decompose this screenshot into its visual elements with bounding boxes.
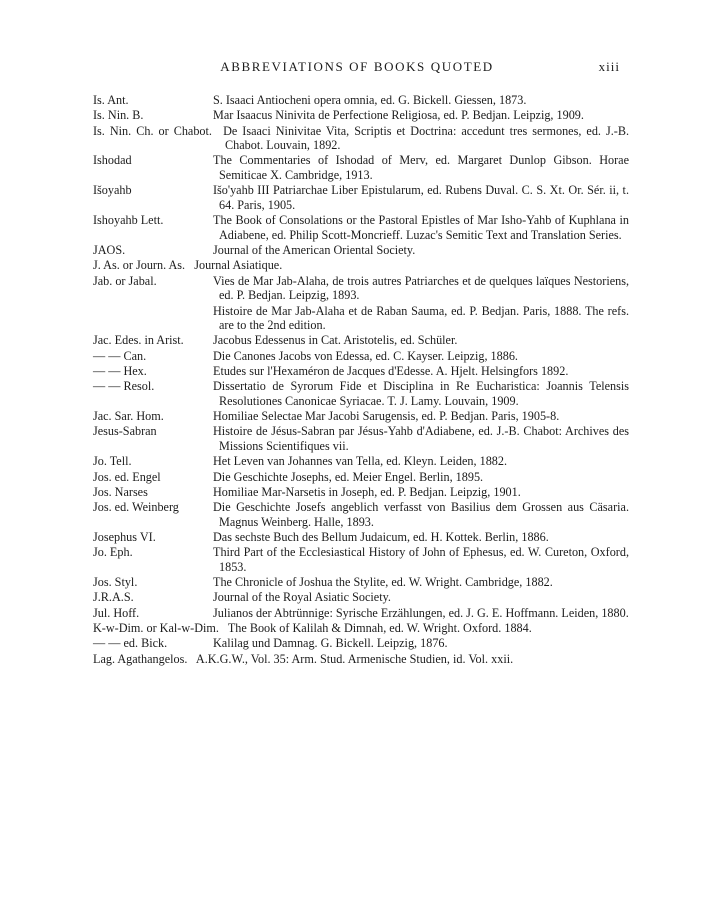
abbreviation-entry — [93, 183, 629, 212]
abbreviation-entry — [93, 108, 629, 123]
abbreviation-entry — [93, 621, 629, 636]
entry-description: Julianos der Abtrünnige: Syrische Erzählungen, ed. J. G. E. Hoffmann. Leiden, 1880. — [213, 605, 629, 620]
entry-description: Journal of the American Oriental Society. — [213, 243, 416, 258]
entry-abbreviation: Josephus VI. — [93, 529, 156, 544]
entry-abbreviation: J.R.A.S. — [93, 590, 134, 605]
entry-description: The Chronicle of Joshua the Stylite, ed. W. Wright. Cambridge, 1882. — [213, 575, 553, 590]
entry-abbreviation: Jul. Hoff. — [93, 605, 140, 620]
entry-abbreviation: Jab. or Jabal. — [93, 273, 157, 288]
abbreviation-entry — [93, 258, 629, 273]
abbreviation-entry — [93, 470, 629, 485]
abbreviation-list — [93, 93, 629, 667]
entry-abbreviation: Is. Nin. B. — [93, 108, 144, 123]
entry-abbreviation: Išoyahb — [93, 183, 132, 198]
entry-abbreviation: Is. Ant. — [93, 93, 129, 107]
entry-abbreviation: — — Can. — [93, 348, 147, 363]
entry-description: A.K.G.W., Vol. 35: Arm. Stud. Armenische Studien, id. Vol. xxii. — [195, 651, 514, 666]
page-number: xiii — [598, 59, 620, 74]
entry-abbreviation: JAOS. — [93, 243, 126, 258]
abbreviation-entry — [93, 213, 629, 242]
entry-abbreviation: Ishoyahb Lett. — [93, 213, 164, 228]
abbreviation-entry — [93, 636, 629, 651]
entry-abbreviation: Ishodad — [93, 153, 132, 168]
entry-description: Journal of the Royal Asiatic Society. — [213, 590, 391, 605]
entry-description: S. Isaaci Antiocheni opera omnia, ed. G. Bickell. Giessen, 1873. — [213, 93, 527, 107]
abbreviation-entry — [93, 333, 629, 348]
entry-abbreviation: — — ed. Bick. — [93, 636, 168, 651]
entry-abbreviation: Jac. Sar. Hom. — [93, 409, 164, 424]
entry-abbreviation: Jesus-Sabran — [93, 424, 157, 439]
entry-description: Dissertatio de Syrorum Fide et Disciplina in Re Eucharistica: Joannis Telensis Resolutiones Canonicae Syriacae. T. J. Lamy. Louvain, 1909. — [213, 379, 629, 408]
entry-abbreviation: — — Hex. — [93, 363, 147, 378]
entry-abbreviation: Jos. ed. Engel — [93, 469, 161, 484]
abbreviation-entry — [93, 454, 629, 469]
entry-description: Die Geschichte Josefs angeblich verfasst von Basilius dem Grossen aus Cäsaria. Magnus Weinberg. Halle, 1893. — [213, 500, 629, 529]
abbreviation-entry — [93, 304, 629, 333]
entry-description: The Book of Consolations or the Pastoral Epistles of Mar Isho-Yahb of Kuphlana in Adiabene, ed. Philip Scott-Moncrieff. Luzac's Semitic Text and Translation Series. — [213, 213, 629, 242]
abbreviation-entry — [93, 153, 629, 182]
entry-abbreviation: Is. Nin. Ch. or Chabot. — [93, 123, 219, 138]
entry-description: Histoire de Jésus-Sabran par Jésus-Yahb d'Adiabene, ed. J.-B. Chabot: Archives des Missions Scientifiques vii. — [213, 424, 629, 453]
abbreviation-entry — [93, 575, 629, 590]
entry-description: Die Geschichte Josephs, ed. Meier Engel. Berlin, 1895. — [213, 469, 484, 484]
entry-description: Die Canones Jacobs von Edessa, ed. C. Kayser. Leipzig, 1886. — [213, 348, 518, 363]
entry-description: Het Leven van Johannes van Tella, ed. Kleyn. Leiden, 1882. — [213, 454, 508, 469]
abbreviation-entry — [93, 274, 629, 303]
entry-description: Etudes sur l'Hexaméron de Jacques d'Edesse. A. Hjelt. Helsingfors 1892. — [213, 363, 569, 378]
entry-description: Homiliae Selectae Mar Jacobi Sarugensis, ed. P. Bedjan. Paris, 1905-8. — [213, 409, 560, 424]
abbreviation-entry — [93, 124, 629, 153]
entry-abbreviation: K-w-Dim. or Kal-w-Dim. — [93, 620, 226, 635]
abbreviation-entry — [93, 652, 629, 667]
entry-abbreviation: — — Resol. — [93, 379, 155, 394]
entry-description: Homiliae Mar-Narsetis in Joseph, ed. P. Bedjan. Leipzig, 1901. — [213, 484, 521, 499]
entry-abbreviation: Jos. Styl. — [93, 575, 138, 590]
abbreviation-entry — [93, 500, 629, 529]
entry-abbreviation: Lag. Agathangelos. — [93, 651, 194, 666]
entry-description: De Isaaci Ninivitae Vita, Scriptis et Doctrina: accedunt tres sermones, ed. J.-B. Chabot. Louvain, 1892. — [223, 123, 630, 153]
entry-description: The Commentaries of Ishodad of Merv, ed. Margaret Dunlop Gibson. Horae Semiticae X. Cambridge, 1913. — [213, 153, 629, 183]
abbreviation-entry — [93, 545, 629, 574]
entry-description: Das sechste Buch des Bellum Judaicum, ed. H. Kottek. Berlin, 1886. — [213, 529, 549, 544]
abbreviation-entry — [93, 349, 629, 364]
abbreviation-entry — [93, 606, 629, 621]
abbreviation-entry — [93, 590, 629, 605]
entry-abbreviation: Jo. Tell. — [93, 454, 132, 469]
entry-description: Histoire de Mar Jab-Alaha et de Raban Sauma, ed. P. Bedjan. Paris, 1888. The refs. are to the 2nd edition. — [213, 303, 629, 333]
entry-description: Mar Isaacus Ninivita de Perfectione Religiosa, ed. P. Bedjan. Leipzig, 1909. — [213, 108, 584, 123]
abbreviation-entry — [93, 409, 629, 424]
abbreviation-entry — [93, 379, 629, 408]
entry-abbreviation: Jac. Edes. in Arist. — [93, 333, 184, 348]
abbreviation-entry — [93, 364, 629, 379]
abbreviation-entry — [93, 485, 629, 500]
running-header — [0, 57, 714, 77]
entry-description: Third Part of the Ecclesiastical History of John of Ephesus, ed. W. Cureton, Oxford, 1853. — [213, 545, 629, 574]
entry-description: Kalilag und Damnag. G. Bickell. Leipzig, 1876. — [213, 636, 448, 651]
header-title: ABBREVIATIONS OF BOOKS QUOTED — [220, 59, 494, 74]
entry-abbreviation: Jos. ed. Weinberg — [93, 500, 179, 515]
entry-abbreviation — [93, 304, 213, 333]
entry-description: Journal Asiatique. — [194, 258, 283, 273]
entry-description: The Book of Kalilah & Dimnah, ed. W. Wright. Oxford. 1884. — [227, 620, 532, 635]
entry-abbreviation: Jos. Narses — [93, 484, 148, 499]
entry-abbreviation: Jo. Eph. — [93, 545, 133, 560]
entry-abbreviation: J. As. or Journ. As. — [93, 258, 192, 273]
abbreviation-entry — [93, 93, 629, 108]
entry-description: Išo'yahb III Patriarchae Liber Epistularum, ed. Rubens Duval. C. S. Xt. Or. Sér. ii, t. 64. Paris, 1905. — [213, 183, 629, 212]
abbreviation-entry — [93, 424, 629, 453]
entry-description: Vies de Mar Jab-Alaha, de trois autres Patriarches et de quelques laïques Nestoriens, ed. P. Bedjan. Leipzig, 1893. — [213, 273, 629, 303]
abbreviation-entry — [93, 243, 629, 258]
entry-description: Jacobus Edessenus in Cat. Aristotelis, ed. Schüler. — [213, 333, 458, 348]
abbreviation-entry — [93, 530, 629, 545]
